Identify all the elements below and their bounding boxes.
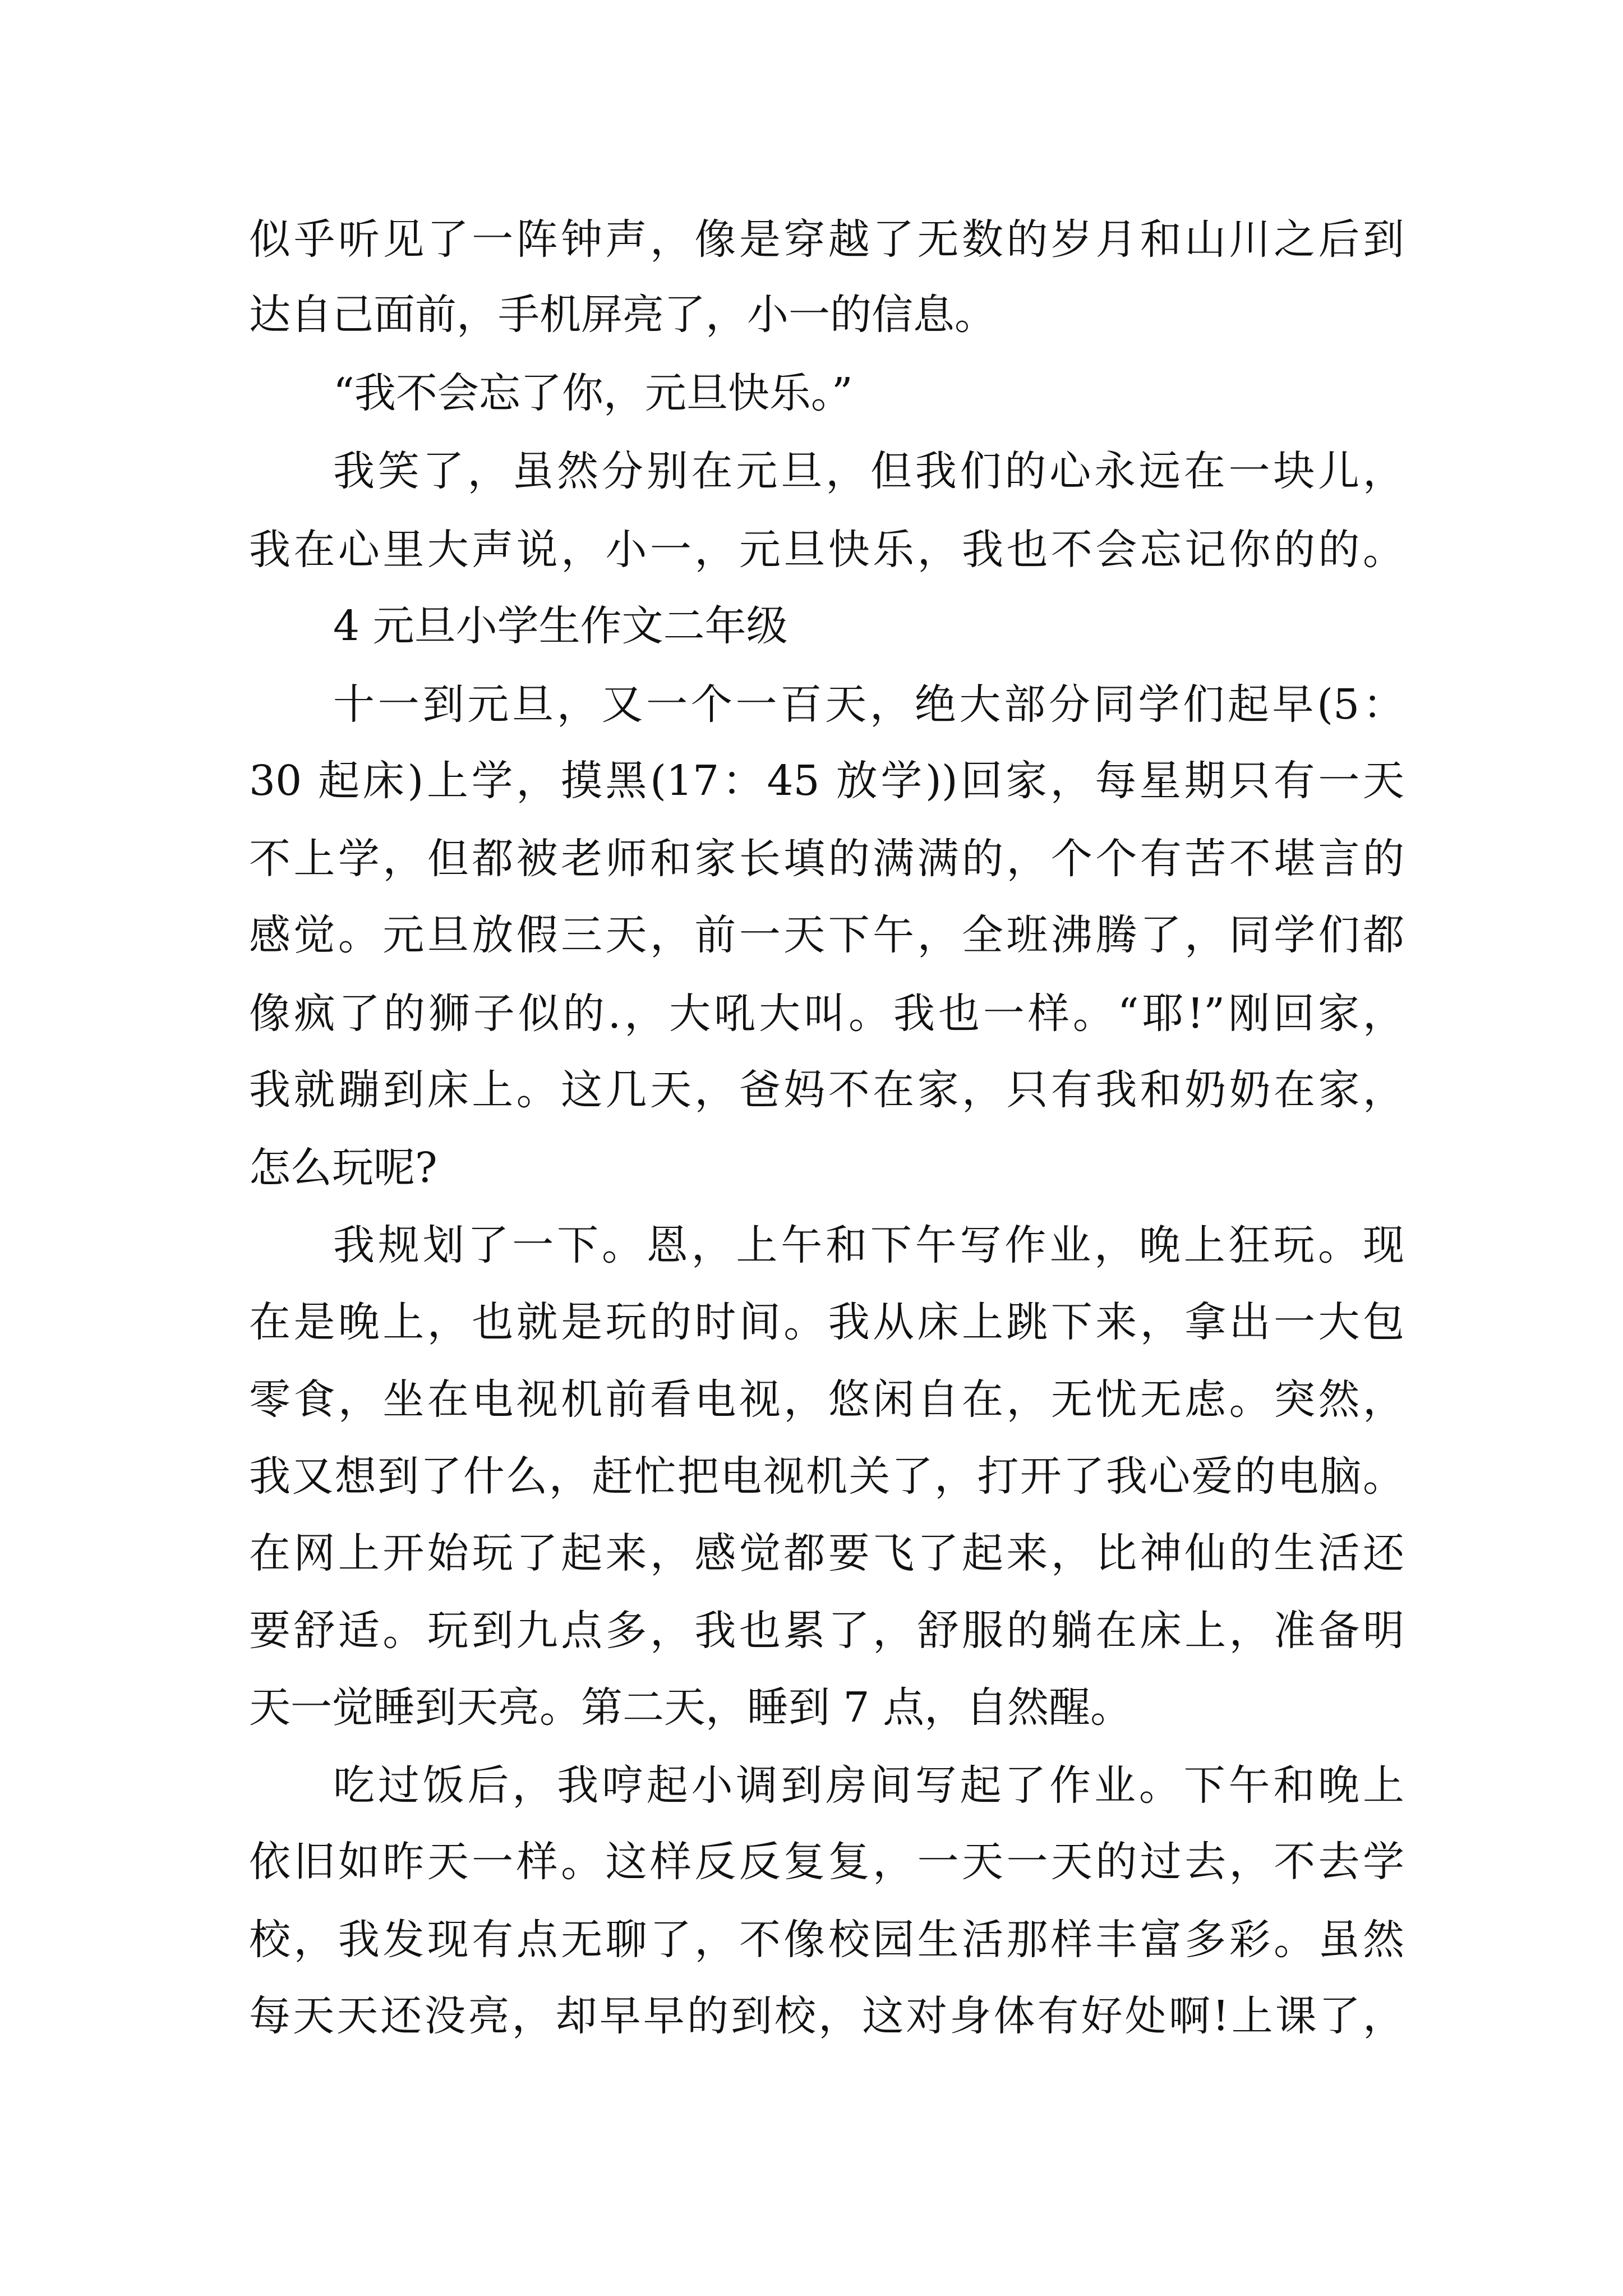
- text-line: 像疯了的狮子似的.，大吼大叫。我也一样。“耶!”刚回家，: [249, 990, 1404, 1038]
- text-line: 在是晚上，也就是玩的时间。我从床上跳下来，拿出一大包: [249, 1298, 1404, 1346]
- text-line: 吃过饭后，我哼起小调到房间写起了作业。下午和晚上: [333, 1761, 1404, 1810]
- text-line: 要舒适。玩到九点多，我也累了，舒服的躺在床上，准备明: [249, 1607, 1404, 1655]
- text-line: 校，我发现有点无聊了，不像校园生活那样丰富多彩。虽然: [249, 1916, 1404, 1964]
- text-line: 零食，坐在电视机前看电视，悠闲自在，无忧无虑。突然，: [249, 1375, 1404, 1424]
- text-line: “我不会忘了你，元旦快乐。”: [333, 369, 853, 417]
- text-line: 怎么玩呢?: [249, 1144, 437, 1192]
- text-line: 十一到元旦，又一个一百天，绝大部分同学们起早(5：: [333, 680, 1404, 729]
- text-line: 我在心里大声说，小一，元旦快乐，我也不会忘记你的的。: [249, 526, 1404, 574]
- text-line: 我又想到了什么，赶忙把电视机关了，打开了我心爱的电脑。: [249, 1452, 1404, 1501]
- section-heading: 4 元旦小学生作文二年级: [333, 602, 788, 650]
- text-line: 30 起床)上学，摸黑(17：45 放学))回家，每星期只有一天: [249, 757, 1404, 805]
- text-line: 每天天还没亮，却早早的到校，这对身体有好处啊!上课了，: [249, 1992, 1404, 2040]
- text-line: 不上学，但都被老师和家长填的满满的，个个有苦不堪言的: [249, 835, 1404, 883]
- text-line: 我笑了，虽然分别在元旦，但我们的心永远在一块儿，: [333, 447, 1404, 495]
- text-line: 我规划了一下。恩，上午和下午写作业，晚上狂玩。现: [333, 1221, 1404, 1269]
- text-line: 依旧如昨天一样。这样反反复复，一天一天的过去，不去学: [249, 1838, 1404, 1886]
- text-line: 我就蹦到床上。这几天，爸妈不在家，只有我和奶奶在家，: [249, 1066, 1404, 1114]
- text-line: 天一觉睡到天亮。第二天，睡到 7 点，自然醒。: [249, 1683, 1132, 1732]
- text-line: 达自己面前，手机屏亮了，小一的信息。: [249, 291, 996, 339]
- text-line: 似乎听见了一阵钟声，像是穿越了无数的岁月和山川之后到: [249, 215, 1404, 264]
- text-line: 感觉。元旦放假三天，前一天下午，全班沸腾了，同学们都: [249, 911, 1404, 959]
- text-line: 在网上开始玩了起来，感觉都要飞了起来，比神仙的生活还: [249, 1529, 1404, 1577]
